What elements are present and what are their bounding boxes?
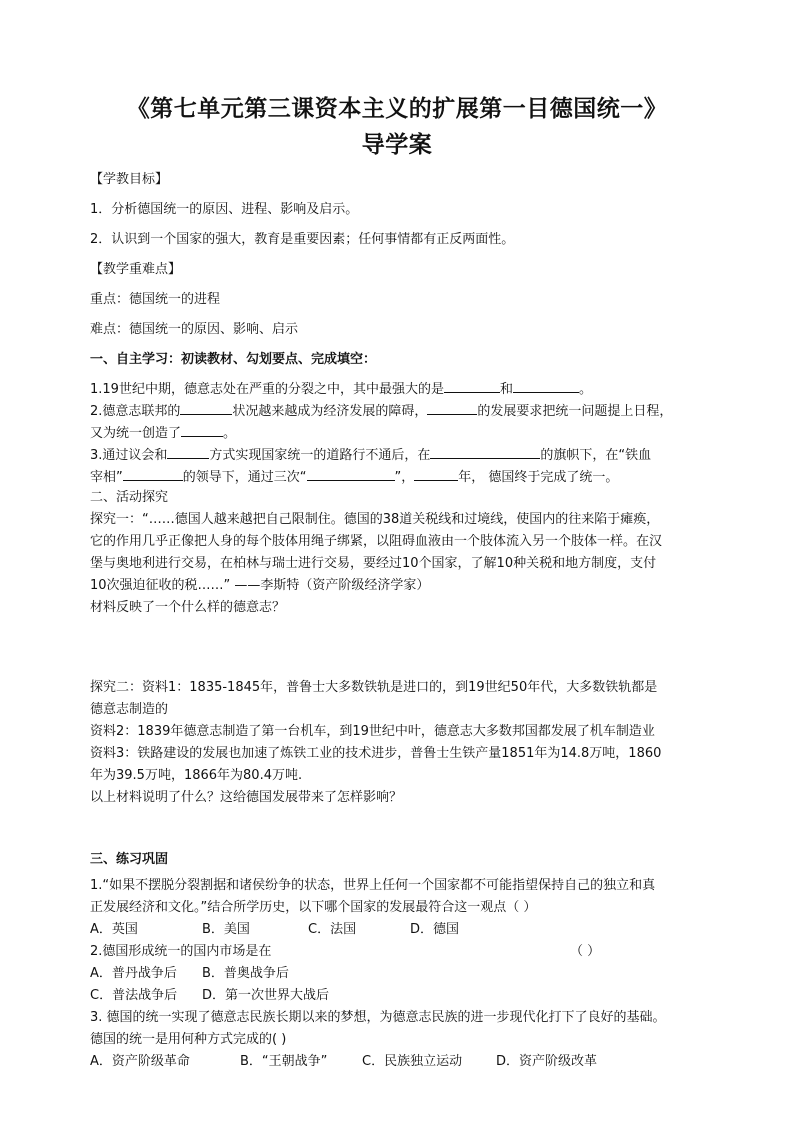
fill3-blank-3[interactable] — [123, 468, 183, 481]
q3-option-c[interactable]: C．民族独立运动 — [362, 1054, 463, 1069]
q2-option-a[interactable]: A．普丹战争后 — [90, 966, 177, 981]
inquiry-2-line-1: 探究二：资料1：1835-1845年，普鲁士大多数铁轨是进口的，到19世纪50年代，大多数铁轨都是 — [90, 680, 658, 695]
q2-stem-text: 2.德国形成统一的国内市场是在 — [90, 944, 272, 959]
page-subtitle: 导学案 — [361, 131, 433, 158]
question-3-line-2: 德国的统一是用何种方式完成的( ) — [90, 1032, 287, 1047]
page-title: 《第七单元第三课资本主义的扩展第一目德国统一》 — [126, 95, 668, 122]
fill3-text-b: 方式实现国家统一的道路行不通后，在 — [209, 448, 431, 463]
fill3-text-g: 年， 德国终于完成了统一。 — [458, 470, 619, 485]
fill2-text-c: 的发展要求把统一问题提上日程， — [477, 404, 673, 419]
fill1-text-a: 1.19世纪中期，德意志处在严重的分裂之中，其中最强大的是 — [90, 382, 444, 397]
inquiry-2-line-5: 年为39.5万吨，1866年为80.4万吨. — [90, 768, 303, 783]
inquiry-1-question: 材料反映了一个什么样的德意志？ — [90, 600, 286, 615]
fill3-text-a: 3.通过议会和 — [90, 448, 168, 463]
q2-option-b[interactable]: B．普奥战争后 — [202, 966, 289, 981]
q2-option-c[interactable]: C．普法战争后 — [90, 988, 178, 1003]
inquiry-2-line-3: 资料2：1839年德意志制造了第一台机车，到19世纪中叶，德意志大多数邦国都发展了机车制造业 — [90, 724, 655, 739]
difficult-point: 难点：德国统一的原因、影响、启示 — [90, 322, 299, 337]
key-header: 【教学重难点】 — [90, 262, 182, 277]
fill1-blank-1[interactable] — [444, 380, 500, 393]
objective-2: 2．认识到一个国家的强大，教育是重要因素；任何事情都有正反两面性。 — [90, 232, 515, 247]
section-2-title: 二、活动探究 — [90, 490, 169, 505]
inquiry-1-line-2: 它的作用几乎正像把人身的每个肢体用绳子绑紧，以阻碍血液由一个肢体流入另一个肢体一样。在汉 — [90, 534, 663, 549]
q3-option-b[interactable]: B．“王朝战争” — [240, 1054, 328, 1069]
fill2-blank-2[interactable] — [427, 402, 477, 415]
fill3-blank-5[interactable] — [414, 468, 458, 481]
key-point: 重点：德国统一的进程 — [90, 292, 221, 307]
q1-option-c[interactable]: C．法国 — [308, 922, 357, 937]
section-3-title: 三、练习巩固 — [90, 852, 169, 867]
fill3-text-e: 的领导下，通过三次“ — [182, 470, 307, 485]
fill2-text-e: 。 — [223, 426, 237, 441]
fill2-blank-1[interactable] — [180, 402, 232, 415]
inquiry-2-question: 以上材料说明了什么？这给德国发展带来了怎样影响？ — [90, 790, 403, 805]
inquiry-1-line-3: 堡与奥地利进行交易，在柏林与瑞士进行交易，要经过10个国家，了解10种关税和地方制度，支付 — [90, 556, 657, 571]
objectives-header: 【学教目标】 — [90, 172, 169, 187]
q2-option-d[interactable]: D．第一次世界大战后 — [202, 988, 330, 1003]
fill1-text-b: 和 — [499, 382, 513, 397]
q1-option-b[interactable]: B．美国 — [202, 922, 250, 937]
inquiry-2-line-4: 资料3：铁路建设的发展也加速了炼铁工业的技术进步，普鲁士生铁产量1851年为14.8万吨，1860 — [90, 746, 662, 761]
inquiry-1-line-4: 10次强迫征收的税……” ——李斯特（资产阶级经济学家） — [90, 578, 430, 593]
q1-option-a[interactable]: A．英国 — [90, 922, 138, 937]
fill3-blank-2[interactable] — [430, 446, 540, 459]
fill-question-2-line-2 — [90, 424, 710, 442]
objective-1: 1．分析德国统一的原因、进程、影响及启示。 — [90, 202, 359, 217]
fill1-text-c: 。 — [578, 382, 592, 397]
fill3-text-c: 的旗帜下，在“铁血 — [540, 448, 652, 463]
inquiry-1-line-1: 探究一：“……德国人越来越把自己限制住。德国的38道关税线和过境线，使国内的往来陷于瘫痪， — [90, 512, 660, 527]
fill-question-1 — [90, 380, 710, 398]
question-2-stem — [90, 944, 710, 960]
fill3-blank-1[interactable] — [167, 446, 209, 459]
fill2-blank-3[interactable] — [181, 424, 223, 437]
fill2-text-d: 又为统一创造了 — [90, 426, 182, 441]
fill3-text-d: 宰相” — [90, 470, 123, 485]
fill3-text-f: ”， — [394, 470, 415, 485]
fill-question-3-line-2 — [90, 468, 710, 486]
q2-answer-paren[interactable]: （ ） — [570, 944, 601, 959]
q3-option-d[interactable]: D．资产阶级改革 — [496, 1054, 598, 1069]
fill2-text-a: 2.德意志联邦的 — [90, 404, 181, 419]
inquiry-2-line-2: 德意志制造的 — [90, 702, 169, 717]
section-1-title: 一、自主学习：初读教材、勾划要点、完成填空： — [90, 352, 377, 367]
q1-option-d[interactable]: D．德国 — [410, 922, 460, 937]
q3-option-a[interactable]: A．资产阶级革命 — [90, 1054, 190, 1069]
fill2-text-b: 状况越来越成为经济发展的障碍， — [232, 404, 428, 419]
fill3-blank-4[interactable] — [307, 468, 395, 481]
question-1-line-1: 1.“如果不摆脱分裂割据和诸侯纷争的状态，世界上任何一个国家都不可能指望保持自己的独立和真 — [90, 878, 656, 893]
fill-question-3 — [90, 446, 710, 464]
question-3-line-1: 3. 德国的统一实现了德意志民族长期以来的梦想，为德意志民族的进一步现代化打下了良好的基础。 — [90, 1010, 666, 1025]
fill1-blank-2[interactable] — [513, 380, 579, 393]
fill-question-2 — [90, 402, 710, 420]
question-1-line-2: 正发展经济和文化。”结合所学历史，以下哪个国家的发展最符合这一观点（ ） — [90, 900, 537, 915]
